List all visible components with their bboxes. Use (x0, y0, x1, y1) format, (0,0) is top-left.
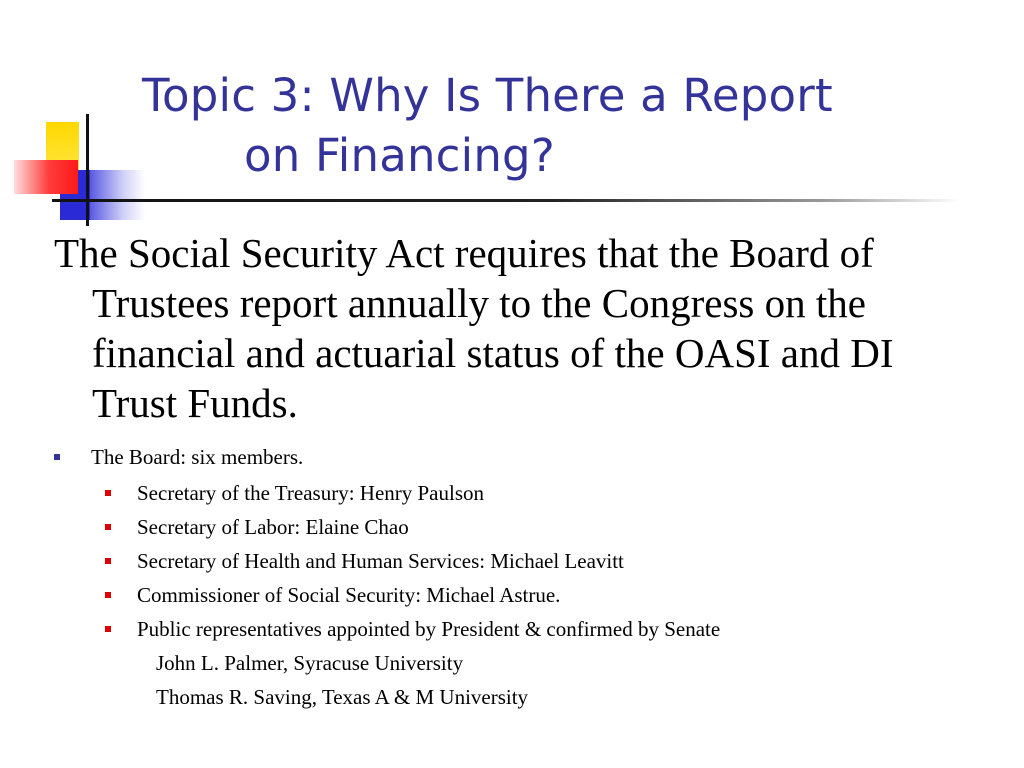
slide-title-line-1: Topic 3: Why Is There a Report (142, 69, 833, 122)
member-ssa-commissioner: Commissioner of Social Security: Michael Astrue. (137, 583, 561, 607)
member-hhs: Secretary of Health and Human Services: Michael Leavitt (137, 549, 624, 573)
main-paragraph: The Social Security Act requires that the Board of Trustees report annually to the Congress on the financial and actuarial status of the OASI and DI Trust Funds. (54, 230, 894, 426)
member-public-representatives: Public representatives appointed by President & confirmed by Senate (137, 617, 721, 641)
square-bullet-icon (105, 558, 111, 564)
list-item (54, 612, 974, 646)
list-item (54, 578, 974, 612)
list-item (54, 544, 974, 578)
logo-vertical-line (86, 114, 89, 226)
public-representative-palmer: John L. Palmer, Syracuse University (156, 651, 464, 675)
square-bullet-icon (54, 454, 60, 460)
square-bullet-icon (105, 626, 111, 632)
logo-blue-gradient (90, 170, 145, 220)
board-bullet (54, 442, 974, 472)
list-item (54, 476, 974, 510)
slide-title (142, 66, 962, 186)
square-bullet-icon (105, 490, 111, 496)
slide-title-line-2: on Financing? (244, 129, 555, 182)
title-divider-line (52, 199, 960, 202)
public-representative-saving: Thomas R. Saving, Texas A & M University (156, 685, 529, 709)
square-bullet-icon (105, 524, 111, 530)
member-treasury: Secretary of the Treasury: Henry Paulson (137, 481, 485, 505)
logo-red-bar (14, 160, 78, 194)
square-bullet-icon (105, 592, 111, 598)
member-labor: Secretary of Labor: Elaine Chao (137, 515, 409, 539)
board-label: The Board: six members. (91, 445, 304, 469)
board-members-list (54, 476, 974, 714)
list-item (54, 510, 974, 544)
slide-body (54, 228, 974, 714)
